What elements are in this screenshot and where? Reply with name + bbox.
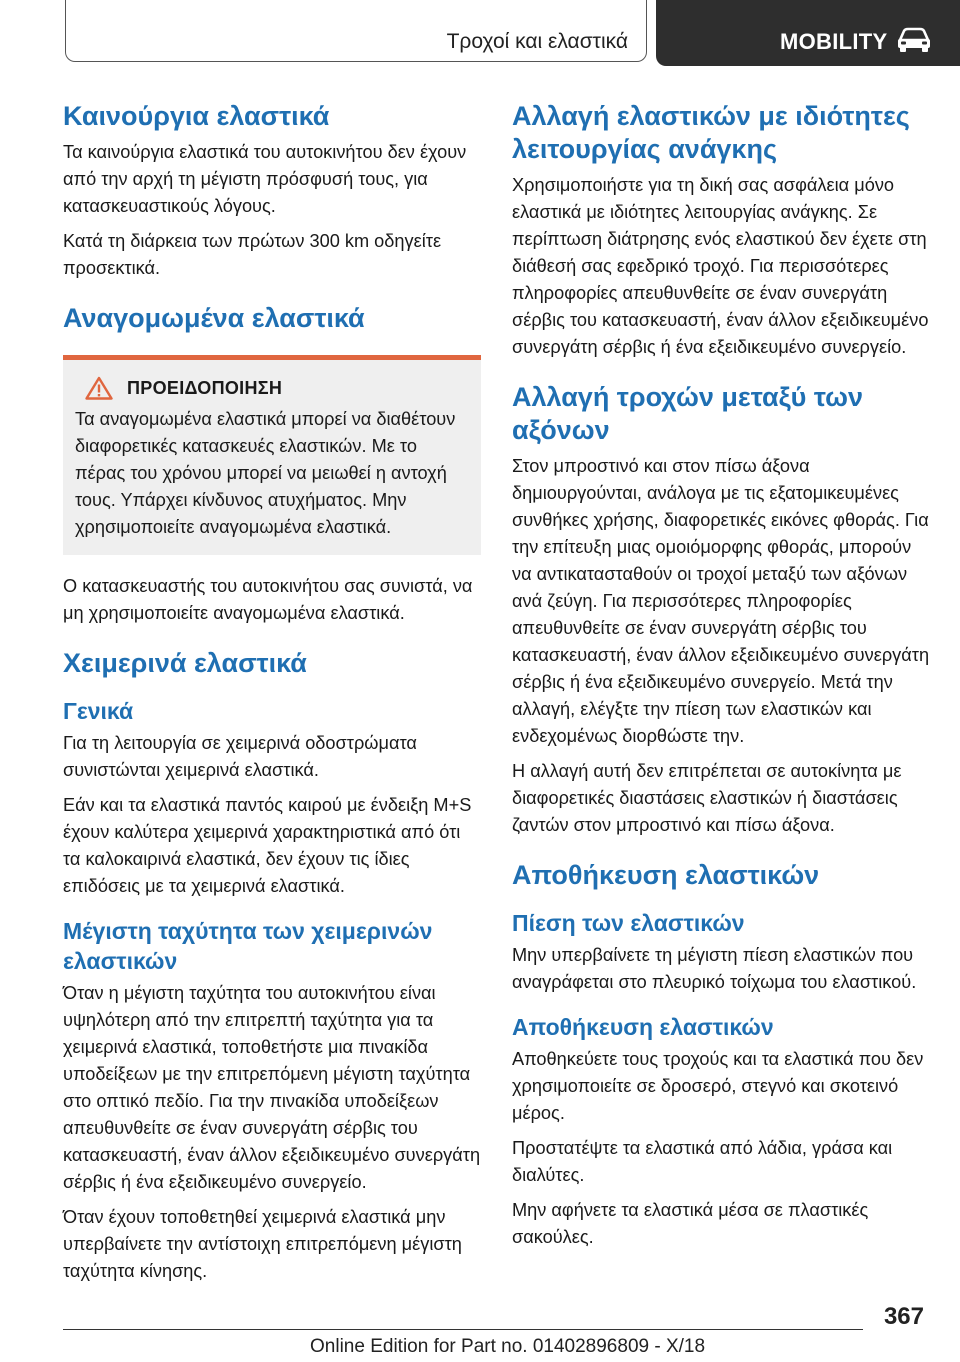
heading-axle-swap: Αλλαγή τροχών μεταξύ των αξόνων bbox=[512, 382, 863, 445]
warning-text: Τα αναγομωμένα ελαστικά μπορεί να διαθέτουν διαφορετικές κατασκευές ελαστικών. Με το πέρας του χρόνου μπορεί να μειωθεί η αντοχή τους. Υπάρχει κίνδυνος ατυχήματος. Μην χρησιμοποιείτε αναγομωμένα ελαστικά. bbox=[75, 409, 456, 537]
section-title: Τροχοί και ελαστικά bbox=[446, 30, 628, 53]
paragraph: Χρησιμοποιήστε για τη δική σας ασφάλεια μόνο ελαστικά με ιδιότητες λειτουργίας ανάγκης. Σε περίπτωση διάτρησης ενός ελαστικού δεν έχετε στη διάθεσή σας εφεδρικό τροχό. Για περισσότερες πληροφορίες απευθυνθείτε σε έναν συνεργάτη σέρβις του κατασκευαστή, έναν άλλον εξειδικευμένο συνεργάτη σέρβις ή ένα εξειδικευμένο συνεργείο. bbox=[512, 175, 929, 357]
warning-triangle-icon bbox=[85, 376, 113, 400]
subheading-tyre-pressure: Πίεση των ελαστικών bbox=[512, 910, 745, 936]
heading-retreaded-tyres: Αναγομωμένα ελαστικά bbox=[63, 303, 365, 333]
subheading-tyre-storage: Αποθήκευση ελαστικών bbox=[512, 1014, 774, 1040]
edition-footer: Online Edition for Part no. 01402896809 - X/18 bbox=[310, 1336, 706, 1357]
heading-tyre-storage: Αποθήκευση ελαστικών bbox=[512, 860, 820, 890]
paragraph: Στον μπροστινό και στον πίσω άξονα δημιουργούνται, ανάλογα με τις εξατομικευμένες συνθήκες χρήσης, διαφορετικές εικόνες φθοράς. Για την επίτευξη μιας ομοιόμορφης φθοράς, μπορούν να αντικατασταθούν οι τροχοί μεταξύ των αξόνων ανά ζεύγη. Για περισσότερες πληροφορίες απευθυνθείτε σε έναν συνεργάτη σέρβις του κατασκευαστή, έναν άλλον εξειδικευμένο συνεργάτη σέρβις ή ένα εξειδικευμένο συνεργείο. Μετά την αλλαγή, ελέγξτε την πίεση των ελαστικών και ενδεχομένως διορθώστε την. bbox=[512, 456, 930, 746]
paragraph: Μην αφήνετε τα ελαστικά μέσα σε πλαστικές σακούλες. bbox=[512, 1200, 869, 1247]
paragraph: Όταν έχουν τοποθετηθεί χειμερινά ελαστικά μην υπερβαίνετε την αντίστοιχη επιτρεπόμενη μέγιστη ταχύτητα κίνησης. bbox=[63, 1207, 462, 1281]
paragraph: Ο κατασκευαστής του αυτοκινήτου σας συνιστά, να μη χρησιμοποιείτε αναγομωμένα ελαστικά. bbox=[63, 576, 473, 623]
chapter-tab bbox=[656, 0, 960, 66]
subheading-general: Γενικά bbox=[63, 698, 134, 724]
subheading-max-speed: Μέγιστη ταχύτητα των χειμερινών ελαστικών bbox=[63, 918, 433, 974]
warning-title: ΠΡΟΕΙΔΟΠΟΙΗΣΗ bbox=[127, 377, 283, 398]
chapter-label: MOBILITY bbox=[780, 29, 888, 54]
heading-winter-tyres: Χειμερινά ελαστικά bbox=[63, 648, 307, 678]
heading-new-tyres: Καινούργια ελαστικά bbox=[63, 101, 330, 131]
paragraph: Προστατέψτε τα ελαστικά από λάδια, γράσα και διαλύτες. bbox=[512, 1138, 893, 1185]
paragraph: Τα καινούργια ελαστικά του αυτοκινήτου δεν έχουν από την αρχή τη μέγιστη πρόσφυσή τους, για κατασκευαστικούς λόγους. bbox=[63, 142, 467, 216]
page-number: 367 bbox=[883, 1303, 924, 1330]
paragraph: Κατά τη διάρκεια των πρώτων 300 km οδηγείτε προσεκτικά. bbox=[63, 231, 442, 278]
left-column bbox=[63, 100, 481, 1293]
heading-runflat-change: Αλλαγή ελαστικών με ιδιότητες λειτουργίας ανάγκης bbox=[512, 101, 910, 164]
paragraph: Εάν και τα ελαστικά παντός καιρού με ένδειξη M+S έχουν καλύτερα χειμερινά χαρακτηριστικά από ότι τα καλοκαιρινά ελαστικά, δεν έχουν τις ίδιες επιδόσεις με τα χειμερινά ελαστικά. bbox=[63, 795, 472, 896]
paragraph: Μην υπερβαίνετε τη μέγιστη πίεση ελαστικών που αναγράφεται στο πλευρικό τοίχωμα του ελαστικού. bbox=[512, 945, 917, 992]
car-icon bbox=[896, 26, 932, 54]
paragraph: Όταν η μέγιστη ταχύτητα του αυτοκινήτου είναι υψηλότερη από την επιτρεπτή ταχύτητα για τα χειμερινά ελαστικά, τοποθετήστε μια πινακίδα υποδείξεων με την επιτρεπόμενη μέγιστη ταχύτητα στο οπτικό πεδίο. Για την πινακίδα υποδείξεων απευθυνθείτε σε έναν συνεργάτη σέρβις του κατασκευαστή, έναν άλλον εξειδικευμένο συνεργάτη σέρβις ή ένα εξειδικευμένο συνεργείο. bbox=[63, 983, 481, 1192]
paragraph: Η αλλαγή αυτή δεν επιτρέπεται σε αυτοκίνητα με διαφορετικές διαστάσεις ελαστικών ή διαστάσεις ζαντών στον μπροστινό και πίσω άξονα. bbox=[512, 761, 902, 835]
warning-box bbox=[63, 355, 481, 555]
right-column bbox=[512, 100, 930, 1259]
footer-divider bbox=[63, 1329, 863, 1330]
header-section-tab bbox=[65, 0, 647, 62]
paragraph: Αποθηκεύετε τους τροχούς και τα ελαστικά που δεν χρησιμοποιείτε σε δροσερό, στεγνό και σκοτεινό μέρος. bbox=[512, 1049, 924, 1123]
paragraph: Για τη λειτουργία σε χειμερινά οδοστρώματα συνιστώνται χειμερινά ελαστικά. bbox=[63, 733, 417, 780]
